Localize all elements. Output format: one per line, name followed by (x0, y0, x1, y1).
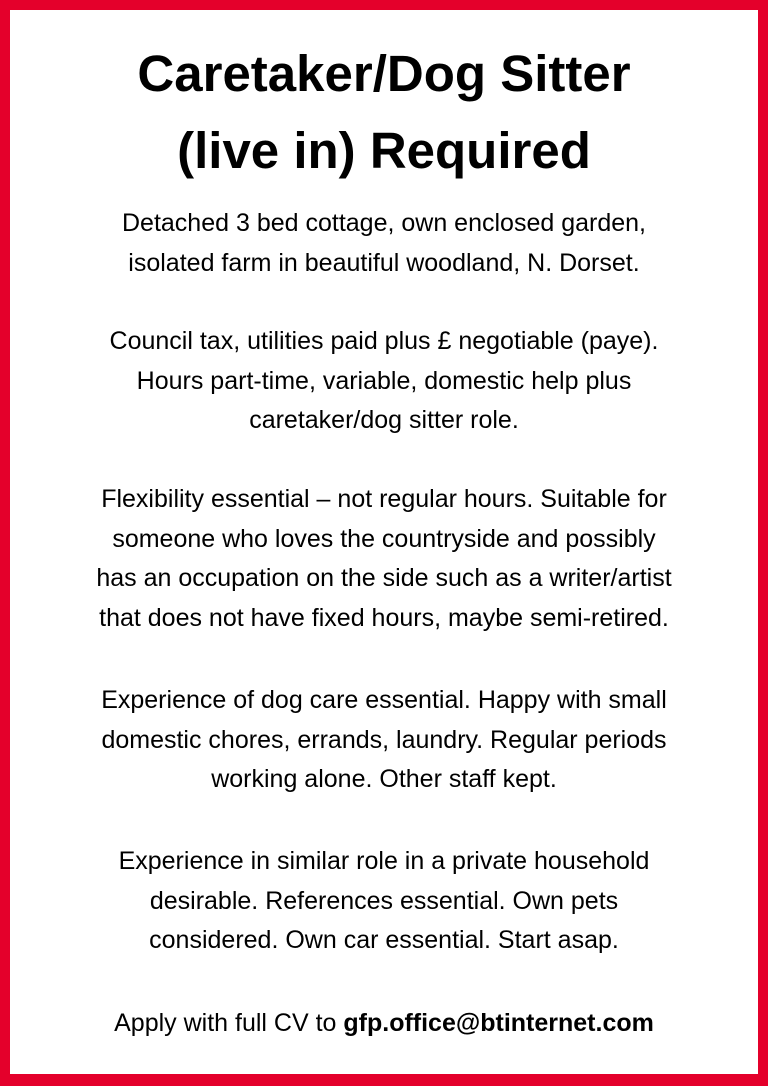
text-line: domestic chores, errands, laundry. Regular periods (101, 725, 667, 754)
text-line: considered. Own car essential. Start asap. (149, 926, 619, 954)
text-line: Flexibility essential – not regular hours. Suitable for (101, 485, 667, 513)
text-line: caretaker/dog sitter role. (249, 406, 519, 434)
text-line: Council tax, utilities paid plus £ negotiable (paye). (109, 327, 659, 355)
apply-prefix: Apply with full CV to (114, 1009, 344, 1037)
flexibility-requirements (10, 480, 758, 638)
apply-line (10, 1004, 758, 1044)
text-line: isolated farm in beautiful woodland, N. Dorset. (128, 248, 640, 277)
text-line: desirable. References essential. Own pets (149, 886, 619, 915)
apply-instructions (10, 1004, 758, 1044)
property-description (10, 204, 758, 283)
text-line: has an occupation on the side such as a writer/artist (96, 564, 672, 592)
poster-title (10, 35, 758, 189)
references-and-start (10, 842, 758, 961)
text-line: Detached 3 bed cottage, own enclosed garden, (122, 209, 646, 237)
title-line-1: Caretaker/Dog Sitter (137, 45, 631, 102)
experience-requirements (10, 681, 758, 800)
text-line: someone who loves the countryside and possibly (112, 524, 656, 553)
title-line-2: (live in) Required (177, 122, 591, 179)
text-line: Experience of dog care essential. Happy with small (101, 686, 667, 714)
text-line: working alone. Other staff kept. (211, 765, 557, 793)
text-line: Experience in similar role in a private household (118, 847, 650, 875)
pay-and-hours (10, 322, 758, 441)
text-line: Hours part-time, variable, domestic help plus (136, 366, 632, 395)
text-line: that does not have fixed hours, maybe semi-retired. (99, 603, 669, 632)
contact-email[interactable]: gfp.office@btinternet.com (343, 1009, 654, 1037)
job-poster (10, 10, 758, 1074)
